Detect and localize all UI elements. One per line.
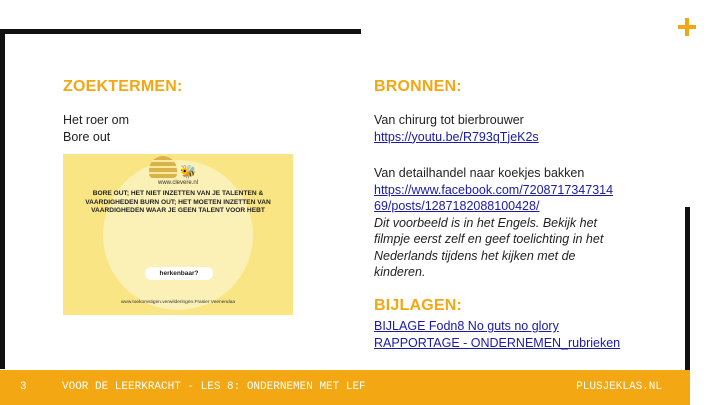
footer-site-link[interactable]: PLUSJEKLAS.NL <box>576 381 662 393</box>
poster-main-text: BORE OUT; HET NIET INZETTEN VAN JE TALENTEN & VAARDIGHEDEN BURN OUT; HET MOETEN INZETTEN VAN VAARDIGHEDEN WAAR JE GEEN TALENT VOOR HEBT <box>85 190 271 214</box>
poster-site: www.clevere.nl <box>157 180 198 186</box>
frame-right-border <box>685 207 690 379</box>
attachments-heading: BIJLAGEN: <box>374 297 463 314</box>
source-2 <box>374 165 674 281</box>
source-2-note-line: Nederlands tijdens het kijken met de <box>374 248 576 263</box>
attachment-link[interactable]: RAPPORTAGE - ONDERNEMEN_rubrieken <box>374 335 621 350</box>
bee-icon: 🐝 <box>180 164 197 179</box>
source-1-link[interactable]: https://youtu.be/R793qTjeK2s <box>374 129 539 144</box>
search-terms-heading: ZOEKTERMEN: <box>63 78 183 95</box>
source-2-link-line[interactable]: https://www.facebook.com/7208717347314 <box>374 182 614 197</box>
footer-title: VOOR DE LEERKRACHT - LES 8: ONDERNEMEN MET LEF <box>62 381 366 393</box>
plus-icon <box>676 16 698 38</box>
frame-left-border <box>0 29 5 369</box>
poster-button: herkenbaar? <box>145 267 213 280</box>
frame-top-border <box>0 29 361 34</box>
bore-out-poster-image <box>63 154 293 315</box>
beehive-icon <box>149 156 177 178</box>
search-term: Bore out <box>63 129 111 144</box>
source-2-title: Van detailhandel naar koekjes bakken <box>374 166 585 180</box>
attachments-list <box>374 318 684 351</box>
source-2-note-line: filmpje eerst zelf en geef toelichting in het <box>374 232 604 246</box>
attachment-link[interactable]: BIJLAGE Fodn8 No guts no glory <box>374 319 559 333</box>
poster-footer: www.toekomstigen.verwilderingen.Frasier Veenendaa <box>120 300 236 305</box>
source-2-link[interactable] <box>374 182 674 215</box>
source-2-note-line: kinderen. <box>374 265 426 279</box>
source-2-link-line[interactable]: 69/posts/1287182088100428/ <box>374 199 540 213</box>
source-1-title: Van chirurg tot bierbrouwer <box>374 113 524 127</box>
sources-heading: BRONNEN: <box>374 78 462 95</box>
footer-bar <box>0 370 690 405</box>
source-1 <box>374 112 674 145</box>
search-term: Het roer om <box>63 113 129 127</box>
page-number: 3 <box>20 381 27 393</box>
search-terms-list <box>63 112 129 145</box>
source-2-note-line: Dit voorbeeld is in het Engels. Bekijk het <box>374 215 598 230</box>
